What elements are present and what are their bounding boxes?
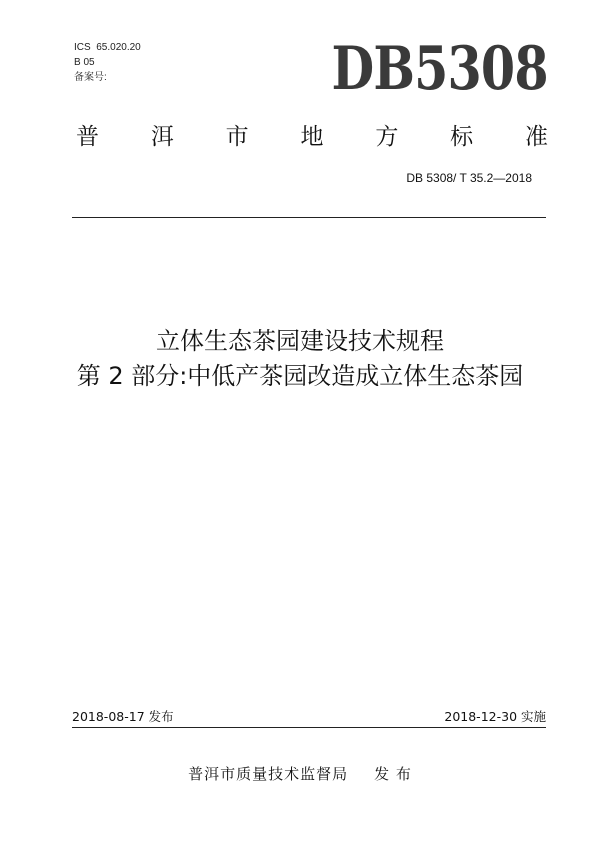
document-title-line1: 立体生态茶园建设技术规程 [156, 327, 444, 355]
issuer-name: 普洱市质量技术监督局 [188, 765, 349, 783]
title-char: 地 [300, 124, 324, 150]
title-char: 方 [375, 124, 399, 150]
document-title-line2: 第 2 部分:中低产茶园改造成立体生态茶园 [76, 362, 524, 390]
title-char: 普 [76, 124, 99, 150]
standard-type-title [76, 122, 548, 152]
category-code: B 05 [74, 57, 95, 68]
header-divider [72, 217, 546, 218]
dates-row [72, 709, 546, 725]
effective-date: 2018-12-30 实施 [444, 709, 546, 724]
document-title [0, 324, 600, 394]
title-char: 洱 [150, 124, 174, 150]
ics-code: ICS 65.020.20 [74, 42, 141, 53]
publish-date: 2018-08-17 发布 [72, 709, 174, 724]
metadata-block [74, 40, 141, 85]
title-char: 市 [225, 124, 249, 150]
title-char: 标 [450, 124, 474, 150]
db-standard-logo: DB5308 [331, 34, 548, 104]
filing-number-label: 备案号: [74, 72, 107, 83]
standard-number: DB 5308/ T 35.2—2018 [406, 171, 532, 185]
title-char: 准 [524, 124, 548, 150]
issuer-line [0, 764, 600, 784]
issuer-action: 发 布 [374, 765, 412, 783]
footer-divider [72, 727, 546, 728]
